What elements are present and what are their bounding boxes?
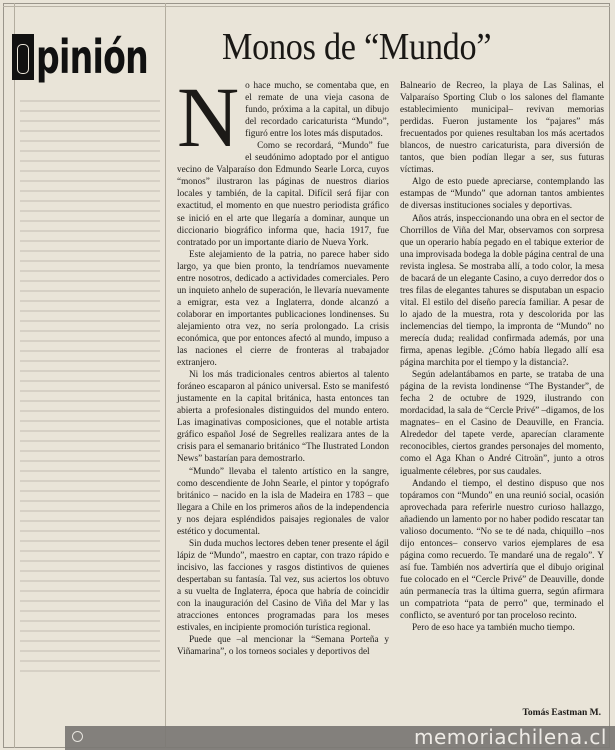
paragraph: Puede que –al mencionar la “Semana Porteña y Viñamarina”, o los torneos sociales y deportivos del	[177, 635, 389, 658]
logo-text: pinión	[36, 30, 149, 84]
paragraph: Años atrás, inspeccionando una obra en el sector de Chorrillos de Viña del Mar, observamos con sorpresa que un operario había pegado en el tabique exterior de una improvisada bodega la doble página central de una revista inglesa. Se mostraba allí, a todo color, la mesa de bacará de un elegante Casino, a cuyo derredor dos o tres filas de elegantes tahures se disputaban un espacio vital. El estilo del diseño parecía familiar. A pesar de lo ajado de la muestra, rota y descolorida por las inclemencias del tiempo, la impronta de “Mundo” no merecía duda; realidad confirmada además, por una firma, apenas legible. ¿Cómo había llegado allí esa página marchita por el tiempo y la distancia?.	[400, 213, 604, 369]
paragraph: “Mundo” llevaba el talento artístico en la sangre, como descendiente de John Searle, el pintor y topógrafo británico – nacido en la isla de Madeira en 1783 – que llegara a Chile en los primeros años de la independencia y nos dejara espléndidos paisajes regionales de valor estético y documental.	[177, 466, 389, 537]
article-column-1	[177, 69, 389, 658]
paragraph: Balneario de Recreo, la playa de Las Salinas, el Valparaíso Sporting Club o los salones del flamante establecimiento municipal– revivan memorias perdidas. Fueron justamente los “pajares” más frecuentados por quienes resultaban los más acertados blancos, de nuestro caricaturista, para diversión de tantos, que bien podían llegar a ser, sus futuras víctimas.	[400, 81, 604, 176]
drop-cap: N	[177, 69, 240, 165]
paragraph: Como se recordará, “Mundo” fue el seudónimo adoptado por el antiguo vecino de Valparaíso don Edmundo Searle Lorca, cuyos “monos” ilustraron las páginas de nuestros diarios locales y también, de la capital. Difícil será fijar con exactitud, el momento en que nuestro periodista gráfico se inició en el arte que llegaría a dominar, aunque un diccionario biográfico informa que, hacia 1917, fue contratado por un importante diario de Nueva York.	[177, 141, 389, 248]
top-rule	[3, 6, 610, 7]
paragraph: Según adelantábamos en parte, se trataba de una página de la revista londinense “The Bystander”, de fecha 2 de octubre de 1929, ilustrando con mordacidad, la sala de “Cercle Privé” –digamos, de los magnates– en el Casino de Deauville, en Francia. Alrededor del tapete verde, aparecían claramente reconocibles, ciertos grandes personajes del momento, como el Aga Khan o André Citroän”, junto a otros igualmente célebres, por sus caudales.	[400, 370, 604, 477]
watermark-text: memoriachilena.cl	[414, 725, 607, 749]
copyright-icon	[72, 731, 83, 742]
paragraph: Ni los más tradicionales centros abiertos al talento foráneo escaparon al pánico universal. Esto se manifestó justamente en la capital británica, hasta entonces tan abierta a profesionales distinguidos del mundo entero. Las imaginativas composiciones, que el notable artista gráfico español José de Segrelles realizara antes de la crisis para el semanario británico “The Ilustrated London News” bastarían para demostrarlo.	[177, 370, 389, 465]
author-byline: Tomás Eastman M.	[522, 708, 601, 718]
column-divider-rule	[165, 3, 166, 748]
article-title: Monos de “Mundo”	[222, 26, 492, 68]
paragraph: Pero de eso hace ya también mucho tiempo.	[412, 623, 575, 634]
paragraph: Algo de esto puede apreciarse, contemplando las estampas de “Mundo” que adornan tantos ambientes de diversas instituciones sociales y deportivas.	[400, 177, 604, 212]
paragraph: o hace mucho, se comentaba que, en el remate de una vieja casona de fundo, próxima a la capital, un dibujo del recordado caricaturista “Mundo”, figuró entre los lotes más disputados.	[245, 81, 389, 140]
paragraph: Este alejamiento de la patria, no parece haber sido largo, ya que bien pronto, la tendríamos nuevamente entre nosotros, dedicado a actividades comerciales. Pero un inquieto anhelo de superación, le llevaría nuevamente a emigrar, esta vez a Inglaterra, donde alcanzó a colaborar en importantes publicaciones londinenses. Su alejamiento otra vez, no sería prolongado. La crisis económica, que por entonces afectó al mundo, impuso a las naciones el cierre de fronteras al trabajador extranjero.	[177, 249, 389, 369]
bleed-through-texture	[20, 100, 160, 680]
section-logo-opinion	[12, 22, 192, 84]
paragraph: Sin duda muchos lectores deben tener presente el ágil lápiz de “Mundo”, maestro en captar, con trazo rápido e incisivo, las facciones y rasgos distintivos de quienes despertaban su fantasía. Tal vez, sus aciertos los obtuvo a su vuelta de Inglaterra, época que habría de coincidir con la inauguración del Casino de Viña del Mar y las atracciones entonces programadas para los meses estivales, en incipiente promoción turística regional.	[177, 538, 389, 634]
left-margin-rule	[14, 3, 15, 748]
article-column-2	[400, 80, 604, 634]
paragraph: Andando el tiempo, el destino dispuso que nos topáramos con “Mundo” en una reunió social, ocasión aprovechada para referirle nuestro curioso hallazgo, añadiendo un lamento por no haber podido rescatar tan valioso documento. “No se te dé nada, chiquillo –nos dijo entonces– conservo varios ejemplares de esa página como recuerdo. Te mandaré una de regalo”. Y así fue. También nos advertiría que el dibujo original fue colocado en el “Cercle Privé” de Deauville, donde aún permanecía tras la última guerra, según afirmara un compatriota “pata de perro” que, terminado el conflicto, se aventuró por tan proceloso recinto.	[400, 478, 604, 622]
logo-o-block	[12, 34, 34, 80]
